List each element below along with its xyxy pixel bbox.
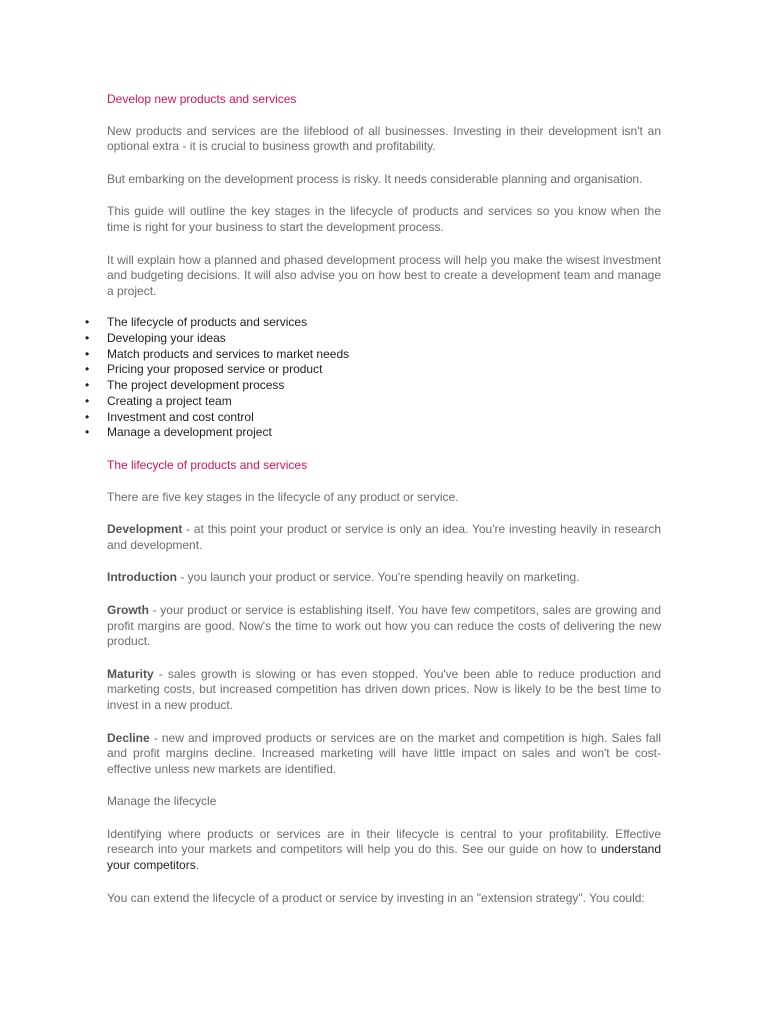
toc-item-team[interactable]: • Creating a project team (85, 393, 232, 408)
stage-term: Growth (107, 602, 149, 617)
document-body (85, 92, 661, 923)
toc-item-pricing[interactable]: • Pricing your proposed service or product (85, 362, 323, 377)
lifecycle-lead: There are five key stages in the lifecycle of any product or service. (107, 489, 459, 504)
bullet-icon: • (85, 393, 90, 408)
section-heading-lifecycle: The lifecycle of products and services (107, 457, 308, 472)
table-of-contents (85, 315, 661, 441)
toc-item-market-needs[interactable]: • Match products and services to market needs (85, 346, 350, 361)
intro-paragraph-3: This guide will outline the key stages in the lifecycle of products and services so you know when the time is right for your business to start the development process. (107, 204, 661, 234)
stage-growth: Growth - your product or service is establishing itself. You have few competitors, sales are growing and profit margins are good. Now's the time to work out how you can reduce the costs of delivering the new product. (107, 602, 661, 649)
toc-item-investment[interactable]: • Investment and cost control (85, 409, 254, 424)
bullet-icon: • (85, 315, 90, 330)
stage-term: Development (107, 522, 183, 537)
extension-paragraph: You can extend the lifecycle of a product or service by investing in an "extension strategy". You could: (107, 890, 645, 905)
bullet-icon: • (85, 378, 90, 393)
toc-item-manage-project[interactable]: • Manage a development project (85, 425, 272, 440)
stage-introduction: Introduction - you launch your product or service. You're spending heavily on marketing. (107, 570, 580, 585)
bullet-icon: • (85, 425, 90, 440)
stage-term: Decline (107, 730, 150, 745)
bullet-icon: • (85, 331, 90, 346)
stage-decline: Decline - new and improved products or services are on the market and competition is high. Sales fall and profit margins decline. Increased marketing will have little impact on sales and won't be cost-effective unless new markets are identified. (107, 730, 661, 776)
stage-development: Development - at this point your product or service is only an idea. You're investing heavily in research and development. (107, 522, 661, 552)
bullet-icon: • (85, 409, 90, 424)
toc-item-ideas[interactable]: • Developing your ideas (85, 331, 226, 346)
bullet-icon: • (85, 362, 90, 377)
manage-paragraph: Identifying where products or services are in their lifecycle is central to your profitability. Effective research into your markets and competitors will help you do this. See our guide on how to understand your competitors. (107, 826, 661, 873)
bullet-icon: • (85, 346, 90, 361)
intro-paragraph-1: New products and services are the lifeblood of all businesses. Investing in their development isn't an optional extra - it is crucial to business growth and profitability. (107, 123, 661, 154)
section-heading-manage: Manage the lifecycle (107, 794, 217, 809)
toc-item-process[interactable]: • The project development process (85, 378, 285, 393)
intro-paragraph-4: It will explain how a planned and phased development process will help you make the wisest investment and budgeting decisions. It will also advise you on how best to create a development team and manage a project. (107, 252, 661, 298)
stage-term: Maturity (107, 666, 154, 681)
page-title: Develop new products and services (107, 92, 297, 106)
understand-competitors-link[interactable]: understand your competitors (107, 842, 661, 873)
stage-term: Introduction (107, 570, 177, 585)
intro-paragraph-2: But embarking on the development process is risky. It needs considerable planning and organisation. (107, 171, 643, 186)
toc-item-lifecycle[interactable]: • The lifecycle of products and services (85, 315, 308, 330)
stage-maturity: Maturity - sales growth is slowing or has even stopped. You've been able to reduce production and marketing costs, but increased competition has driven down prices. Now is likely to be the best time to invest in a new product. (107, 666, 661, 712)
